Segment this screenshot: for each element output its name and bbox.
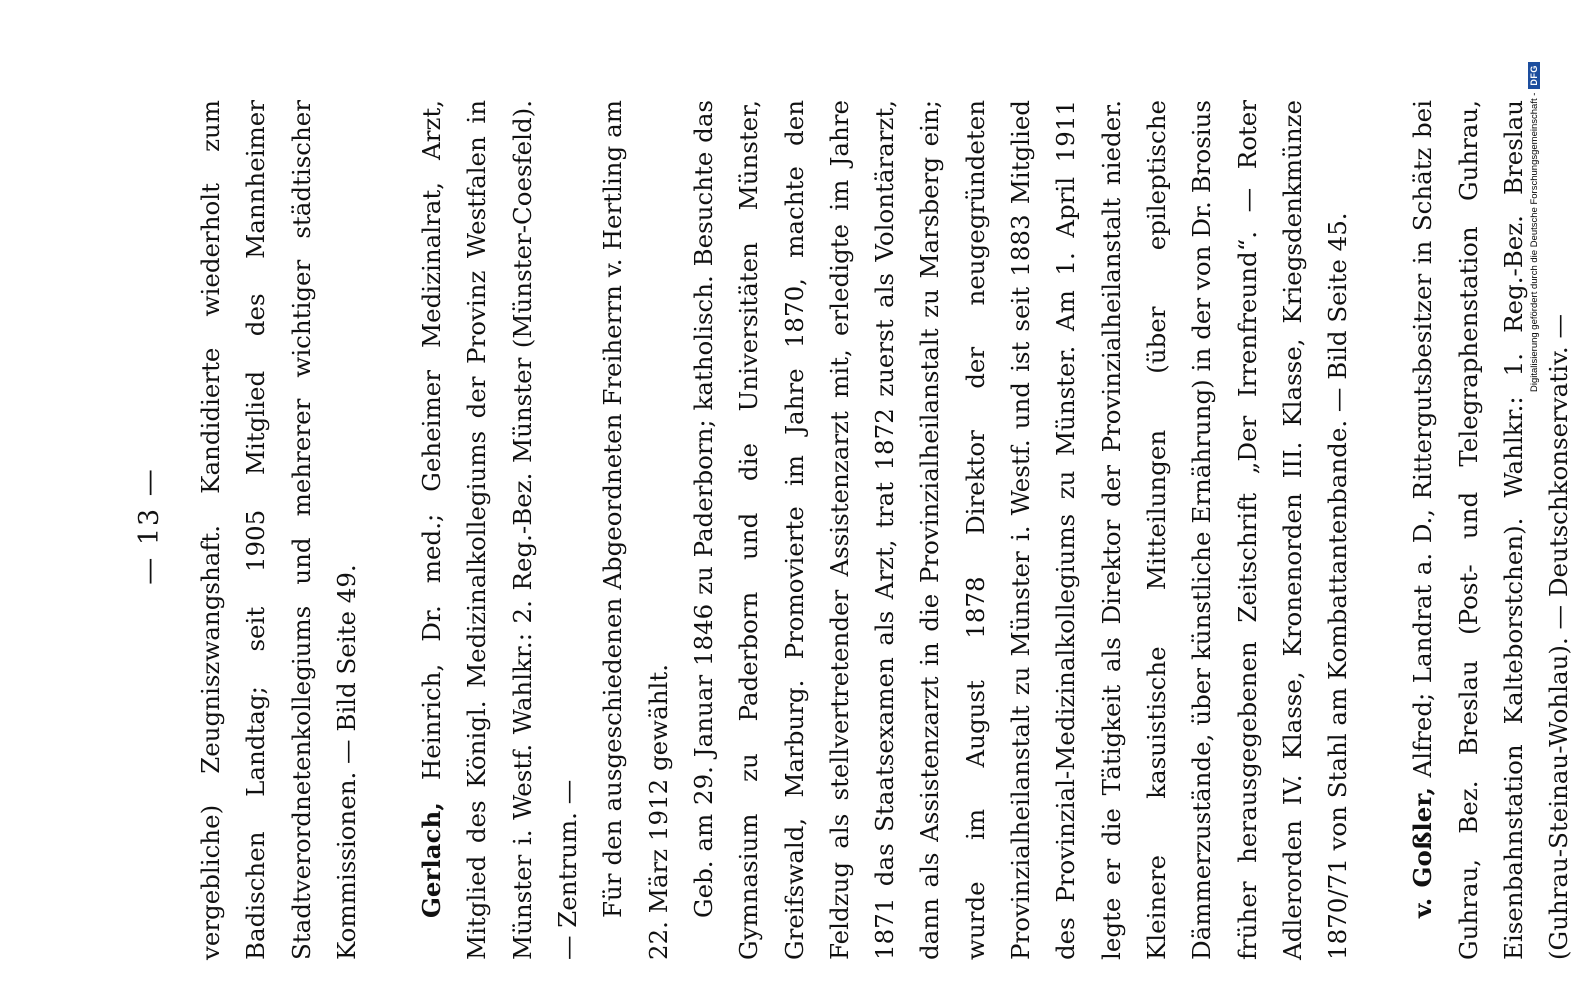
page-number: — 13 —	[134, 467, 165, 585]
entry-name: Gerlach,	[417, 802, 447, 918]
entry-gerlach	[409, 100, 590, 960]
paragraph-biography	[681, 100, 1360, 960]
funding-notice	[1528, 62, 1540, 392]
funding-notice-text: Digitalisierung gefördert durch die Deutsche Forschungsgemeinschaft -	[1528, 92, 1540, 392]
dfg-logo: DFG	[1528, 62, 1540, 89]
entry-text: Heinrich, Dr. med.; Geheimer Medizinalrat, Arzt, Mitglied des Königl. Medizinalkollegiums der Provinz Westfalen in Münster i. Westf. Wahlkr.: 2. Reg.-Bez. Münster (Münster-Coesfeld). — Zentrum. —	[417, 100, 583, 960]
entry-text: Alfred; Landrat a. D., Rittergutsbesitzer in Schätz bei Guhrau, Bez. Breslau (Post- und Telegraphenstation Guhrau, Eisenbahnstation Kalteborstchen). Wahlkr.: 1. Reg.-Bez. Breslau (Guhrau-Steinau-Wohlau). — Deutschkonservativ. —	[1408, 100, 1574, 960]
entry-name: v. Goßler,	[1408, 787, 1438, 918]
paragraph-text: vergebliche) Zeugniszwangshaft. Kandidierte wiederholt zum Badischen Landtag; seit 1905 Mitglied des Mannheimer Stadtverordnetenkollegiums und mehrerer wichtiger städtischer Kommissionen. — Bild Seite 49.	[196, 100, 361, 960]
paragraph-text: Geb. am 29. Januar 1846 zu Paderborn; katholisch. Besuchte das Gymnasium zu Paderborn und die Universitäten Münster, Greifswald, Marburg. Promovierte im Jahre 1870, machte den Feldzug als stellvertretender Assistenzarzt mit, erledigte im Jahre 1871 das Staatsexamen als Arzt, trat 1872 zuerst als Volontärarzt, dann als Assistenzarzt in die Provinzialheilanstalt zu Marsberg ein; wurde im August 1878 Direktor der neugegründeten Provinzialheilanstalt zu Münster i. Westf. und ist seit 1883 Mitglied des Provinzial-Medizinalkollegiums zu Münster. Am 1. April 1911 legte er die Tätigkeit als Direktor der Provinzialheilanstalt nieder. Kleinere kasuistische Mitteilungen (über epileptische Dämmerzustände, über künstliche Ernährung) in der von Dr. Brosius früher herausgegebenen Zeitschrift „Der Irrenfreund“. — Roter Adlerorden IV. Klasse, Kronenorden III. Klasse, Kriegsdenkmünze 1870/71 von Stahl am Kombattantenbande. — Bild Seite 45.	[688, 100, 1353, 960]
paragraph-text: Für den ausgeschiedenen Abgeordneten Freiherrn v. Hertling am 22. März 1912 gewählt.	[598, 100, 673, 960]
paragraph-election	[590, 100, 681, 960]
paragraph-continuation	[188, 100, 369, 960]
entry-gossler	[1400, 100, 1581, 960]
